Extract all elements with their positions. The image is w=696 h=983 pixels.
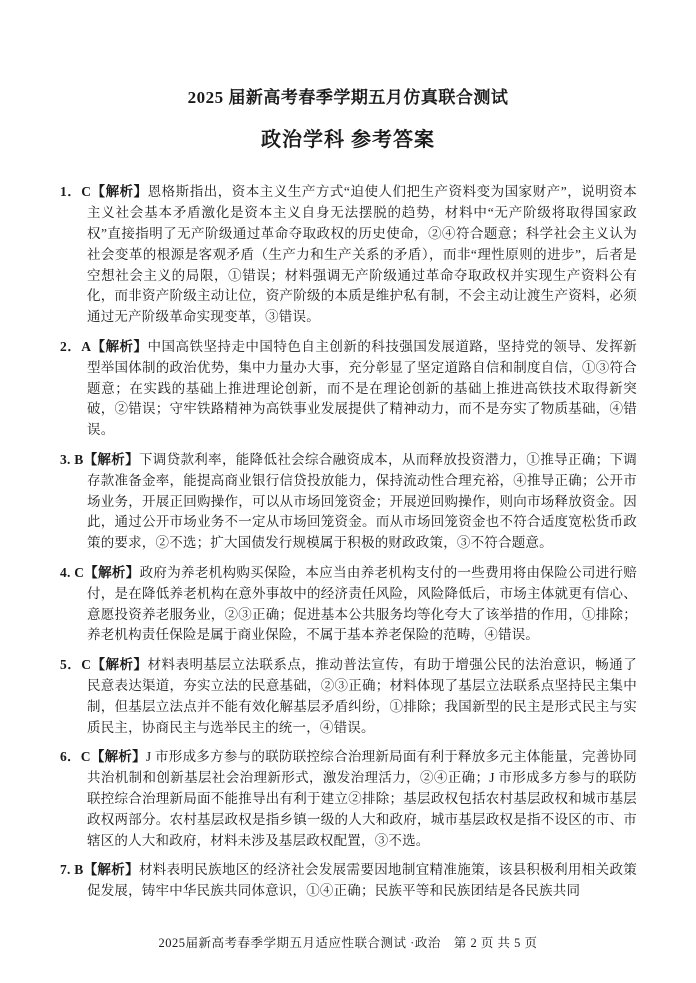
answer-label-7: 7. B【解析】	[60, 862, 139, 878]
answer-label-2: 2．A【解析】	[60, 338, 148, 354]
answer-item-5	[60, 655, 637, 738]
answer-label-6: 6．C【解析】	[60, 749, 146, 765]
answer-label-3: 3. B【解析】	[60, 451, 139, 467]
answer-body-2: 中国高铁坚持走中国特色自主创新的科技强国发展道路，坚持党的领导、发挥新型举国体制的政治优势，集中力量办大事，充分彰显了坚定道路自信和制度自信，①③符合题意；在实践的基础上推进理论创新，而不是在理论创新的基础上推进高铁技术取得新突破，②错误；守牢铁路精神为高铁事业发展提供了精神动力，而不是夯实了物质基础，④错误。	[87, 338, 637, 438]
answer-item-6	[60, 747, 637, 851]
page-footer: 2025届新高考春季学期五月适应性联合测试 ·政治 第 2 页 共 5 页	[158, 936, 538, 950]
answers-list	[60, 182, 637, 902]
answer-item-4	[60, 563, 637, 646]
answer-label-5: 5．C【解析】	[60, 657, 148, 673]
answer-label-1: 1．C【解析】	[60, 184, 148, 200]
answer-body-7: 材料表明民族地区的经济社会发展需要因地制宜精准施策，该县积极利用相关政策促发展，铸牢中华民族共同体意识，①④正确；民族平等和民族团结是各民族共同	[87, 862, 637, 899]
document-title: 2025 届新高考春季学期五月仿真联合测试	[187, 88, 509, 107]
answer-item-2	[60, 337, 637, 441]
answer-item-1	[60, 182, 637, 328]
answer-item-7	[60, 860, 637, 902]
answer-label-4: 4. C【解析】	[60, 564, 140, 580]
answer-body-3: 下调贷款利率，能降低社会综合融资成本，从而释放投资潜力，①推导正确；下调存款准备金率，能提高商业银行信贷投放能力，保持流动性合理充裕，④推导正确；公开市场业务，开展正回购操作，可以从市场回笼资金；开展逆回购操作，则向市场释放资金。因此，通过公开市场业务不一定从市场回笼资金。而从市场回笼资金也不符合适度宽松货币政策的要求，②不选；扩大国债发行规模属于积极的财政政策，③不符合题意。	[87, 451, 637, 551]
answer-body-4: 政府为养老机构购买保险，本应当由养老机构支付的一些费用将由保险公司进行赔付，是在降低养老机构在意外事故中的经济责任风险，风险降低后，市场主体就更有信心、意愿投资养老服务业，②③正确；促进基本公共服务均等化夸大了该举措的作用，①排除；养老机构责任保险是属于商业保险，不属于基本养老保险的范畴，④错误。	[87, 564, 637, 643]
answer-item-3	[60, 450, 637, 554]
answer-body-5: 材料表明基层立法联系点，推动普法宣传，有助于增强公民的法治意识，畅通了民意表达渠道，夯实立法的民意基础，②③正确；材料体现了基层立法联系点坚持民主集中制，但基层立法点并不能有效化解基层矛盾纠纷，①排除；我国新型的民主是形式民主与实质民主，协商民主与选举民主的统一，④错误。	[87, 657, 637, 735]
answer-body-1: 恩格斯指出，资本主义生产方式“迫使人们把生产资料变为国家财产”，说明资本主义社会基本矛盾激化是资本主义自身无法摆脱的趋势，材料中“无产阶级将取得国家政权”直接指明了无产阶级通过革命夺取政权的历史使命，②④符合题意；科学社会主义认为社会变革的根源是客观矛盾（生产力和生产关系的矛盾），而非“理性原则的进步”，后者是空想社会主义的局限，①错误；材料强调无产阶级通过革命夺取政权并实现生产资料公有化，而非资产阶级主动让位，资产阶级的本质是维护私有制，不会主动让渡生产资料，必须通过无产阶级革命实现变革，③错误。	[87, 184, 637, 325]
answer-body-6: J 市形成多方参与的联防联控综合治理新局面有利于释放多元主体能量，完善协同共治机制和创新基层社会治理新形式，激发治理活力，②④正确；J 市形成多方参与的联防联控综合治理新局面不能推导出有利于建立②排除；基层政权包括农村基层政权和城市基层政权两部分。农村基层政权是指乡镇一级的人大和政府，城市基层政权是指不设区的市、市辖区的人大和政府，材料未涉及基层政权配置，③不选。	[87, 749, 638, 848]
document-subtitle: 政治学科 参考答案	[261, 129, 435, 152]
